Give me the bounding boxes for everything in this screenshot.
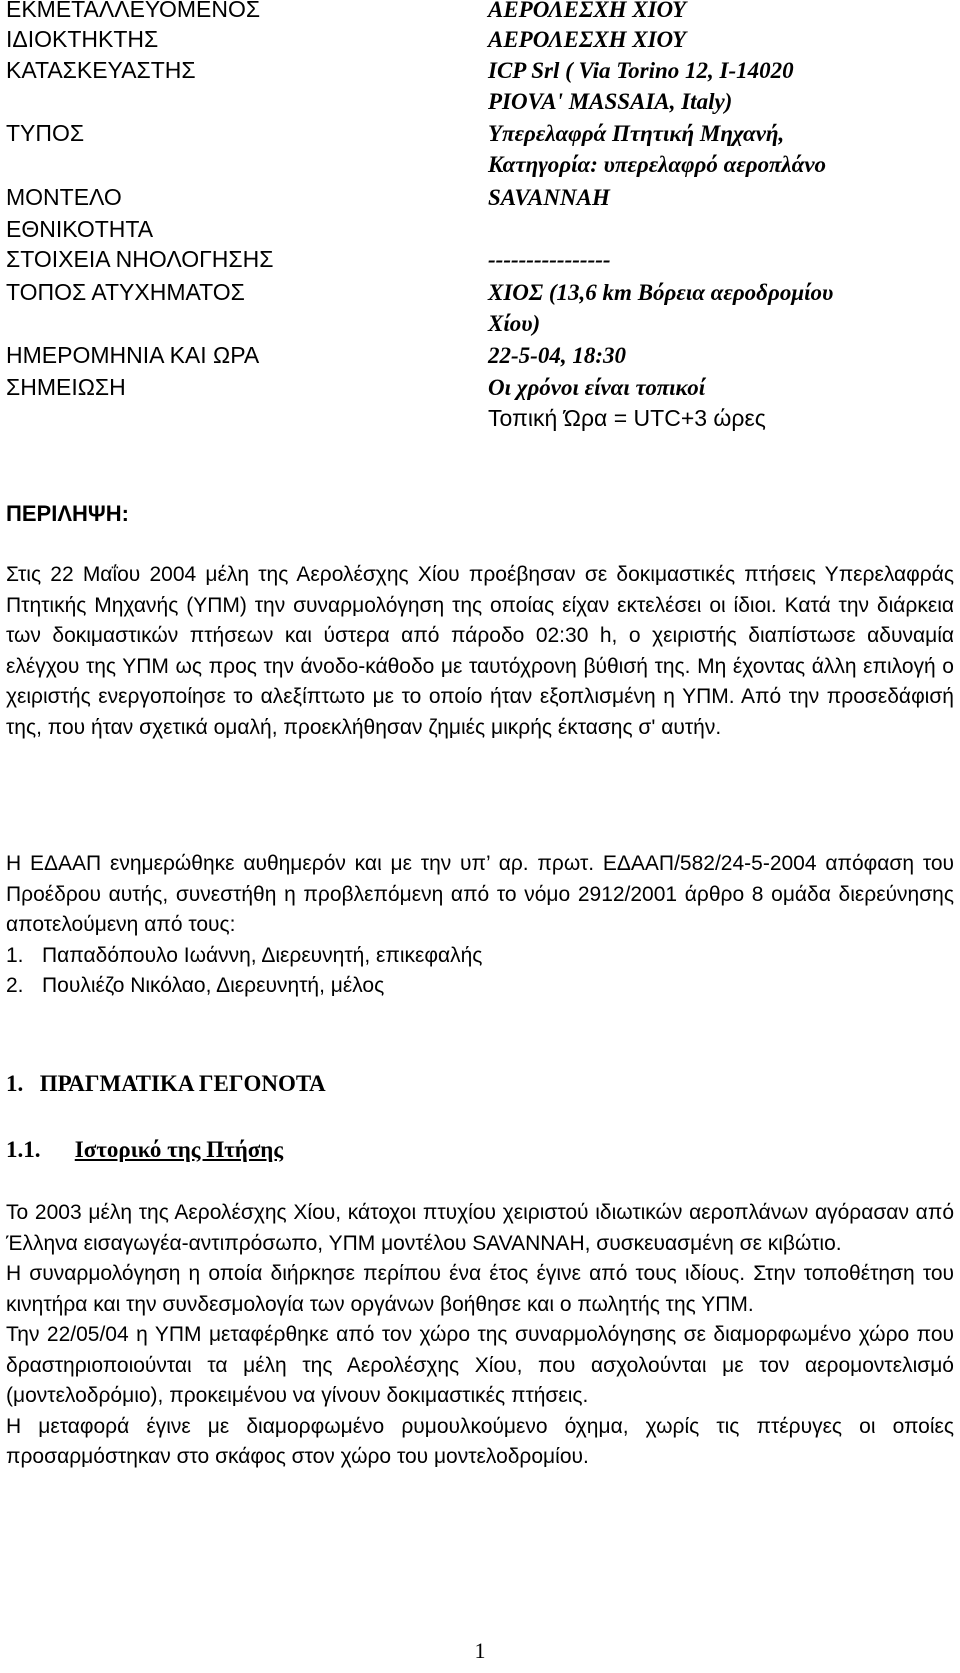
flight-history-paragraph: Η συναρμολόγηση η οποία διήρκησε περίπου ένα έτος έγινε από τους ιδίους. Στην τοποθέτηση του κινητήρα και την συνδεσμολογία των οργάνων βοήθησε και ο πωλητής της ΥΠΜ. (6, 1262, 954, 1316)
info-value: Κατηγορία: υπερελαφρό αεροπλάνο (488, 152, 827, 177)
info-value: ΧΙΟΣ (13,6 km Βόρεια αεροδρομίου (488, 280, 834, 305)
flight-history-paragraph: Η μεταφορά έγινε με διαμορφωμένο ρυμουλκούμενο όχημα, χωρίς τις πτέρυγες οι οποίες προσαρμόστηκαν στο σκάφος στον χώρο του μοντελοδρομίου. (6, 1414, 954, 1468)
info-label: ΕΚΜΕΤΑΛΛΕΥΟΜΕΝΟΣ (6, 0, 261, 22)
subsection-number: 1.1. (6, 1137, 41, 1162)
section-title: ΠΡΑΓΜΑΤΙΚΑ ΓΕΓΟΝΟΤΑ (39, 1071, 326, 1096)
info-value: ---------------- (488, 247, 611, 272)
team-paragraph: Η ΕΔΑΑΠ ενημερώθηκε αυθημερόν και με την υπ’ αρ. πρωτ. ΕΔΑΑΠ/582/24-5-2004 απόφαση του Προέδρου αυτής, συνεστήθη η προβλεπόμενη από το νόμο 2912/2001 άρθρο 8 ομάδα διερεύνησης αποτελούμενη από τους: (6, 852, 954, 936)
info-value: Οι χρόνοι είναι τοπικοί (488, 375, 706, 400)
info-value: PIOVA' MASSAIA, Italy) (488, 89, 733, 114)
subsection-heading (6, 1135, 283, 1165)
team-paragraph-block (6, 849, 954, 1002)
flight-history-paragraph: Το 2003 μέλη της Αερολέσχης Χίου, κάτοχοι πτυχίου χειριστού ιδιωτικών αεροπλάνων αγόρασαν από Έλληνα εισαγωγέα-αντιπρόσωπο, ΥΠΜ μοντέλου SAVANNAH, συσκευασμένη σε κιβώτιο. (6, 1201, 954, 1255)
info-note: Τοπική Ώρα = UTC+3 ώρες (488, 405, 766, 431)
flight-history-paragraph: Την 22/05/04 η ΥΠΜ μεταφέρθηκε από τον χώρο της συναρμολόγησης σε διαμορφωμένο χώρο που δραστηριοποιούνται τα μέλη της Αερολέσχης Χίου, που ασχολούνται με τον αερομοντελισμό (μοντελοδρόμιο), προκειμένου να γίνουν δοκιμαστικές πτήσεις. (6, 1323, 954, 1407)
flight-history-text (6, 1198, 954, 1473)
info-label: ΕΘΝΙΚΟΤΗΤΑ (6, 216, 154, 242)
info-label: ΜΟΝΤΕΛΟ (6, 184, 122, 210)
info-value: SAVANNAH (488, 185, 610, 210)
section-number: 1. (6, 1071, 24, 1096)
page-number: 1 (474, 1638, 486, 1663)
info-label: ΣΗΜΕΙΩΣΗ (6, 374, 126, 400)
list-item: 2. Πουλιέζο Νικόλαο, Διερευνητή, μέλος (6, 974, 385, 997)
info-value: ΑΕΡΟΛΕΣΧΗ ΧΙΟΥ (488, 27, 687, 52)
info-value: ΑΕΡΟΛΕΣΧΗ ΧΙΟΥ (488, 0, 687, 22)
section-heading (6, 1069, 326, 1099)
info-label: ΣΤΟΙΧΕΙΑ ΝΗΟΛΟΓΗΣΗΣ (6, 246, 274, 272)
summary-heading: ΠΕΡΙΛΗΨΗ: (6, 501, 129, 526)
info-value: Υπερελαφρά Πτητική Μηχανή, (488, 121, 785, 146)
info-value: 22-5-04, 18:30 (488, 343, 626, 368)
summary-paragraph: Στις 22 Μαΐου 2004 μέλη της Αερολέσχης Χίου προέβησαν σε δοκιμαστικές πτήσεις Υπερελαφράς Πτητικής Μηχανής (ΥΠΜ) την συναρμολόγηση της οποίας είχαν εκτελέσει οι ίδιοι. Κατά την διάρκεια των δοκιμαστικών πτήσεων και ύστερα από πάροδο 02:30 h, ο χειριστής διαπίστωσε αδυναμία ελέγχου της ΥΠΜ ως προς την άνοδο-κάθοδο με ταυτόχρονη βύθισή της. Μη έχοντας άλλη επιλογή ο χειριστής ενεργοποίησε το αλεξίπτωτο με το οποίο ήταν εξοπλισμένη η ΥΠΜ. Από την προσεδάφισή της, που ήταν σχετικά ομαλή, προεκλήθησαν ζημιές μικρής έκτασης σ' αυτήν. (6, 563, 954, 739)
info-label: ΚΑΤΑΣΚΕΥΑΣΤΗΣ (6, 57, 196, 83)
info-value: ICP Srl ( Via Torino 12, I-14020 (488, 58, 794, 83)
info-label: ΤΟΠΟΣ ΑΤΥΧΗΜΑΤΟΣ (6, 279, 245, 305)
list-item: 1. Παπαδόπουλο Ιωάννη, Διερευνητή, επικεφαλής (6, 943, 483, 967)
info-label: ΤΥΠΟΣ (6, 120, 85, 146)
subsection-title: Ιστορικό της Πτήσης (74, 1137, 284, 1162)
info-label: ΙΔΙΟΚΤΗΚΤΗΣ (6, 26, 159, 52)
info-value: Χίου) (488, 311, 541, 336)
info-label: ΗΜΕΡΟΜΗΝΙΑ ΚΑΙ ΩΡΑ (6, 342, 260, 368)
